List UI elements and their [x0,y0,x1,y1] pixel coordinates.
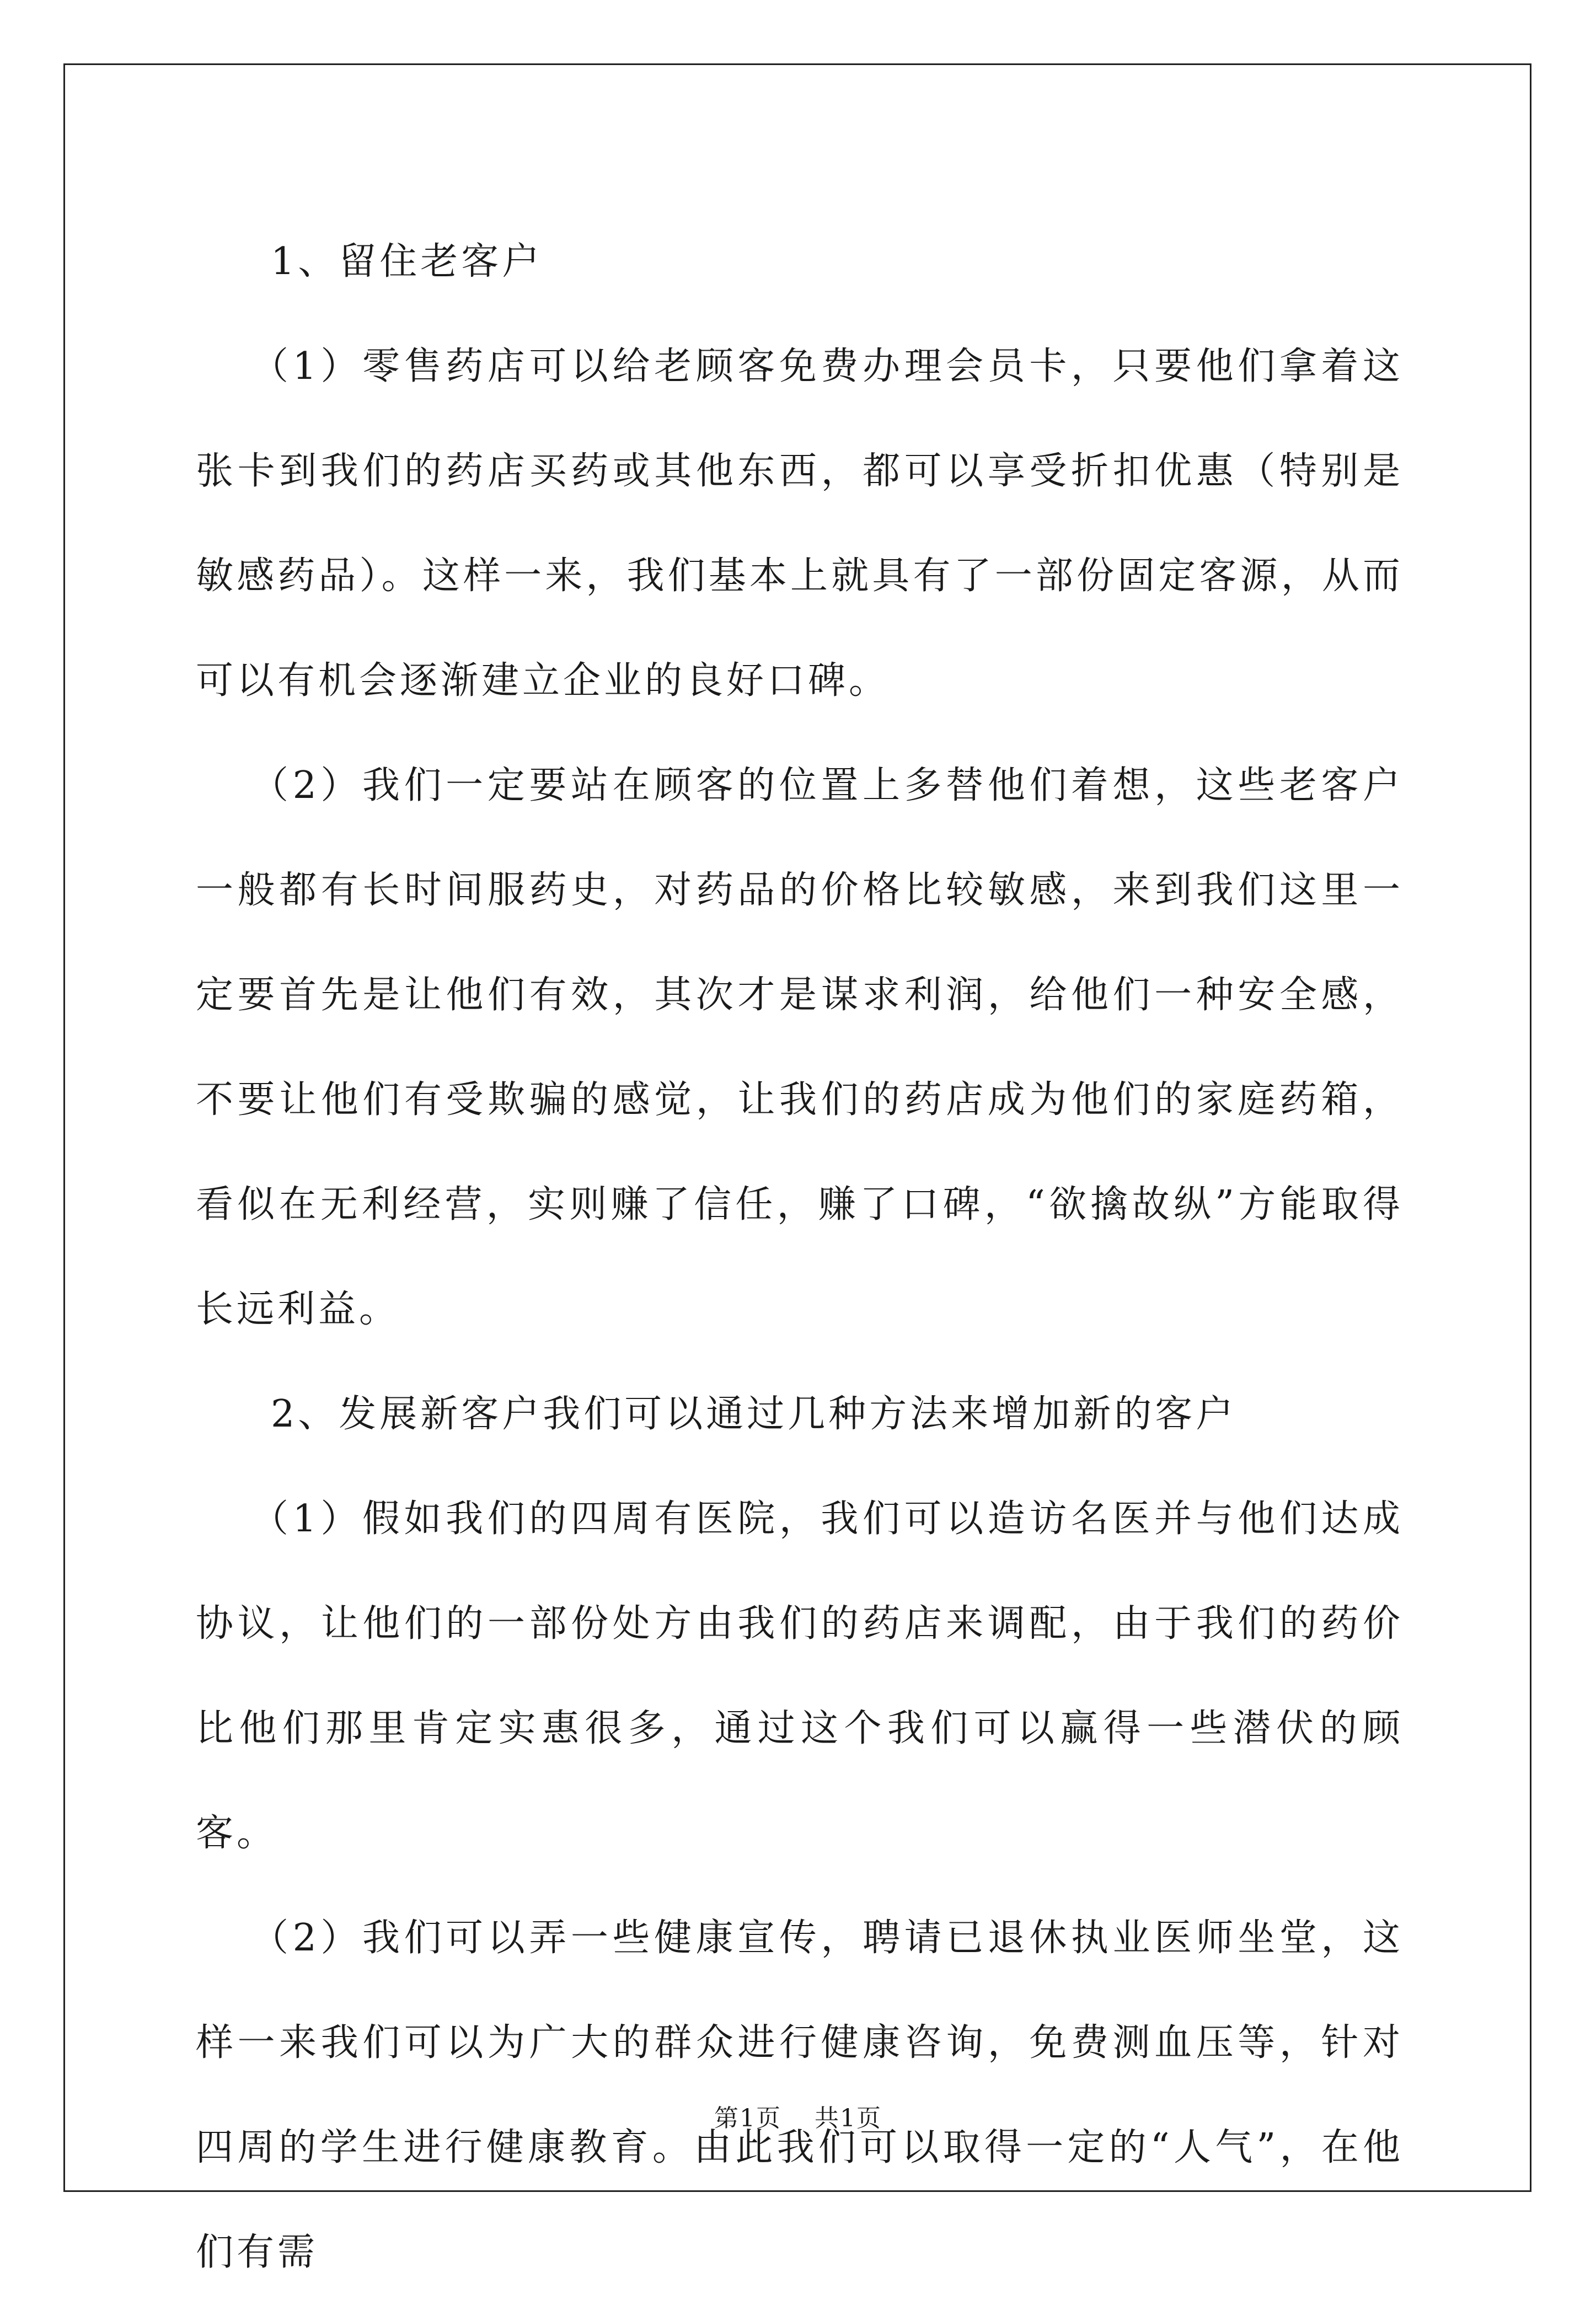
page-total: 共1页 [815,2104,882,2132]
section-heading-retain-customers: 1、留住老客户 [271,240,543,283]
page-footer [0,2098,1596,2134]
page-number: 第1页 [714,2104,781,2132]
paragraph-membership-card: （1）零售药店可以给老顾客免费办理会员卡，只要他们拿着这张卡到我们的药店买药或其他东西，都可以享受折扣优惠（特别是敏感药品）。这样一来，我们基本上就具有了一部份固定客源，从而可以有机会逐渐建立企业的良好口碑。 [196,345,1404,703]
section-heading-new-customers: 2、发展新客户我们可以通过几种方法来增加新的客户 [271,1392,1237,1436]
paragraph-health-promotion: （2）我们可以弄一些健康宣传，聘请已退休执业医师坐堂，这样一来我们可以为广大的群众进行健康咨询，免费测血压等，针对四周的学生进行健康教育。由此我们可以取得一定的“人气”，在他们有需 [196,1916,1404,2274]
document-body [196,210,1404,2305]
paragraph-hospital-cooperation: （1）假如我们的四周有医院，我们可以造访名医并与他们达成协议，让他们的一部份处方由我们的药店来调配，由于我们的药价比他们那里肯定实惠很多，通过这个我们可以赢得一些潜伏的顾客。 [196,1497,1404,1855]
paragraph-customer-perspective: （2）我们一定要站在顾客的位置上多替他们着想，这些老客户一般都有长时间服药史，对药品的价格比较敏感，来到我们这里一定要首先是让他们有效，其次才是谋求利润，给他们一种安全感，不要让他们有受欺骗的感觉，让我们的药店成为他们的家庭药箱，看似在无利经营，实则赚了信任，赚了口碑，“欲擒故纵”方能取得长远利益。 [196,764,1404,1331]
